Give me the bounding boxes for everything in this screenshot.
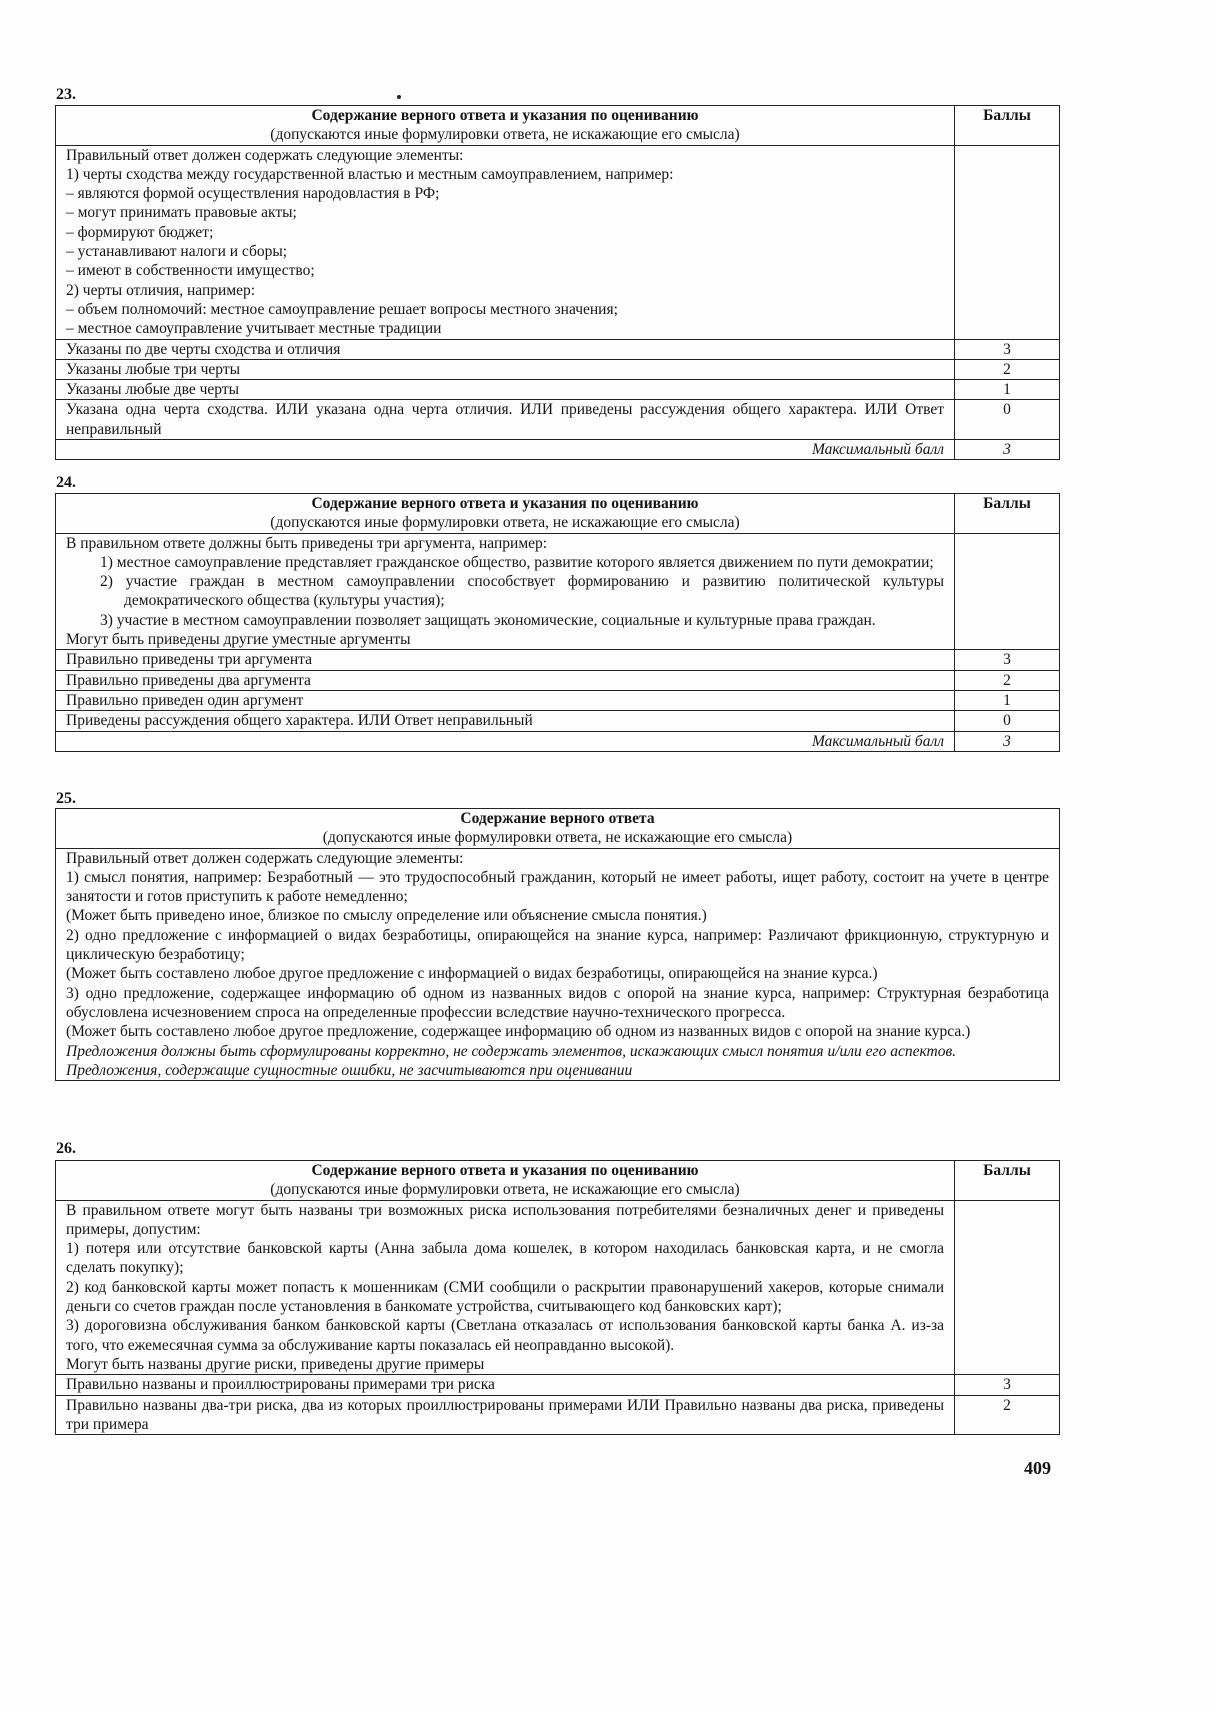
question-number-23: 23. — [56, 86, 76, 103]
answer-line: 1) черты сходства между государственной властью и местным самоуправлением, например: — [66, 165, 674, 183]
header-subtitle: (допускаются иные формулировки ответа, не искажающие его смысла) — [270, 1181, 740, 1199]
answer-line: – формируют бюджет; — [66, 223, 214, 241]
page-number: 409 — [1024, 1458, 1051, 1478]
header-subtitle: (допускаются иные формулировки ответа, не искажающие его смысла) — [322, 829, 793, 847]
answer-line: – могут принимать правовые акты; — [66, 204, 297, 222]
answer-line: В правильном ответе могут быть названы три возможных риска использования потребителями безналичных денег и приведены примеры, допустим: — [66, 1201, 944, 1238]
note: Предложения должны быть сформулированы корректно, не содержать элементов, искажающих смысл понятия и/или его аспектов. — [66, 1042, 957, 1060]
score-row: Правильно приведены три аргумента 3 — [56, 650, 1060, 670]
score-row: Указаны любые три черты 2 — [56, 359, 1060, 379]
question-number-25: 25. — [56, 790, 76, 807]
answer-line: – объем полномочий: местное самоуправление решает вопросы местного значения; — [66, 300, 618, 318]
answer-line: Могут быть названы другие риски, приведены другие примеры — [66, 1355, 485, 1373]
answer-line: 1) смысл понятия, например: Безработный — это трудоспособный гражданин, который не имеет работы, ищет работу, состоит на учете в центре занятости и готов приступить к работе немедленно; — [66, 868, 1049, 906]
answer-line: Правильный ответ должен содержать следующие элементы: — [66, 146, 464, 164]
argument-item: 3) участие в местном самоуправлении позволяет защищать экономические, социальные и культурные права граждан. — [100, 611, 876, 629]
question-number-26: 26. — [56, 1140, 76, 1157]
score-row: Правильно приведен один аргумент 1 — [56, 690, 1060, 710]
answer-line: 1) потеря или отсутствие банковской карты (Анна забыла дома кошелек, в котором находилась банковская карта, и не смогла сделать покупку); — [66, 1240, 944, 1277]
answer-line: В правильном ответе должны быть приведены три аргумента, например: — [66, 534, 548, 552]
answer-line: 2) черты отличия, например: — [66, 281, 256, 299]
argument-item: 1) местное самоуправление представляет гражданское общество, развитие которого является движением по пути демократии; — [100, 553, 934, 571]
table-24 — [55, 493, 1060, 752]
answer-line: 2) код банковской карты может попасть к мошенникам (СМИ сообщили о раскрытии правонарушений хакеров, которые снимали деньги со счетов граждан после установления в банкомате устройства, считывающего код банковских карт); — [66, 1278, 944, 1316]
answer-content — [56, 1200, 955, 1375]
header-subtitle: (допускаются иные формулировки ответа, не искажающие его смысла) — [270, 126, 740, 144]
answer-line: (Может быть составлено любое другое предложение, содержащее информацию об одном из названных видов с опорой на знание курса.) — [66, 1023, 971, 1041]
answer-line: – местное самоуправление учитывает местные традиции — [66, 320, 442, 338]
answer-line: (Может быть составлено любое другое предложение с информацией о видах безработицы, опирающейся на знание курса.) — [66, 965, 878, 983]
score-header: Баллы — [955, 494, 1060, 534]
score-row: Правильно приведены два аргумента 2 — [56, 670, 1060, 690]
table-23 — [55, 105, 1060, 460]
max-score-row: Максимальный балл 3 — [56, 440, 1060, 460]
answer-line: – являются формой осуществления народовластия в РФ; — [66, 185, 440, 203]
table-header — [56, 1161, 955, 1201]
header-subtitle: (допускаются иные формулировки ответа, не искажающие его смысла) — [270, 514, 740, 532]
answer-content — [56, 533, 955, 650]
header-title: Содержание верного ответа и указания по оцениванию — [311, 495, 699, 512]
max-score-row: Максимальный балл 3 — [56, 731, 1060, 751]
header-title: Содержание верного ответа — [460, 810, 655, 827]
score-header: Баллы — [955, 1161, 1060, 1201]
score-row: Указаны по две черты сходства и отличия 3 — [56, 339, 1060, 359]
answer-line: 3) дороговизна обслуживания банком банковской карты (Светлана отказалась от использования банковской карты банка А. из-за того, что ежемесячная сумма за обслуживание карты показалась ей неоправданно высокой). — [66, 1317, 944, 1354]
argument-item: 2) участие граждан в местном самоуправлении способствует формированию и развитию политической культуры демократического общества (культуры участия); — [100, 573, 944, 610]
answer-line: Могут быть приведены другие уместные аргументы — [66, 631, 411, 649]
score-row: Приведены рассуждения общего характера. ИЛИ Ответ неправильный 0 — [56, 711, 1060, 731]
score-row: Правильно названы и проиллюстрированы примерами три риска 3 — [56, 1375, 1060, 1395]
answer-content — [56, 145, 955, 339]
score-row: Указаны любые две черты 1 — [56, 380, 1060, 400]
answer-line: – имеют в собственности имущество; — [66, 262, 315, 280]
answer-line: – устанавливают налоги и сборы; — [66, 243, 288, 261]
answer-content — [56, 848, 1060, 1081]
note: Предложения, содержащие сущностные ошибки, не засчитываются при оценивании — [66, 1061, 633, 1079]
question-number-24: 24. — [56, 474, 76, 491]
answer-line: 3) одно предложение, содержащее информацию об одном из названных видов с опорой на знание курса, например: Структурная безработица обусловлена исчезновением спроса на определенные профессии вследствие научно-технического прогресса. — [66, 984, 1049, 1021]
table-26 — [55, 1160, 1060, 1435]
score-row: Правильно названы два-три риска, два из которых проиллюстрированы примерами ИЛИ Правильно названы два риска, приведены три примера 2 — [56, 1395, 1060, 1435]
table-25 — [55, 808, 1060, 1081]
answer-line: Правильный ответ должен содержать следующие элементы: — [66, 849, 464, 867]
scan-speck — [397, 95, 401, 99]
table-header — [56, 809, 1060, 849]
table-header — [56, 494, 955, 534]
header-title: Содержание верного ответа и указания по оцениванию — [311, 107, 699, 124]
answer-line: 2) одно предложение с информацией о видах безработицы, опирающейся на знание курса, например: Различают фрикционную, структурную и циклическую безработицу; — [66, 926, 1049, 964]
header-title: Содержание верного ответа и указания по оцениванию — [311, 1162, 699, 1179]
score-header: Баллы — [955, 106, 1060, 146]
answer-line: (Может быть приведено иное, близкое по смыслу определение или объяснение смысла понятия.) — [66, 907, 707, 925]
score-row: Указана одна черта сходства. ИЛИ указана одна черта отличия. ИЛИ приведены рассуждения общего характера. ИЛИ Ответ неправильный 0 — [56, 400, 1060, 440]
table-header — [56, 106, 955, 146]
